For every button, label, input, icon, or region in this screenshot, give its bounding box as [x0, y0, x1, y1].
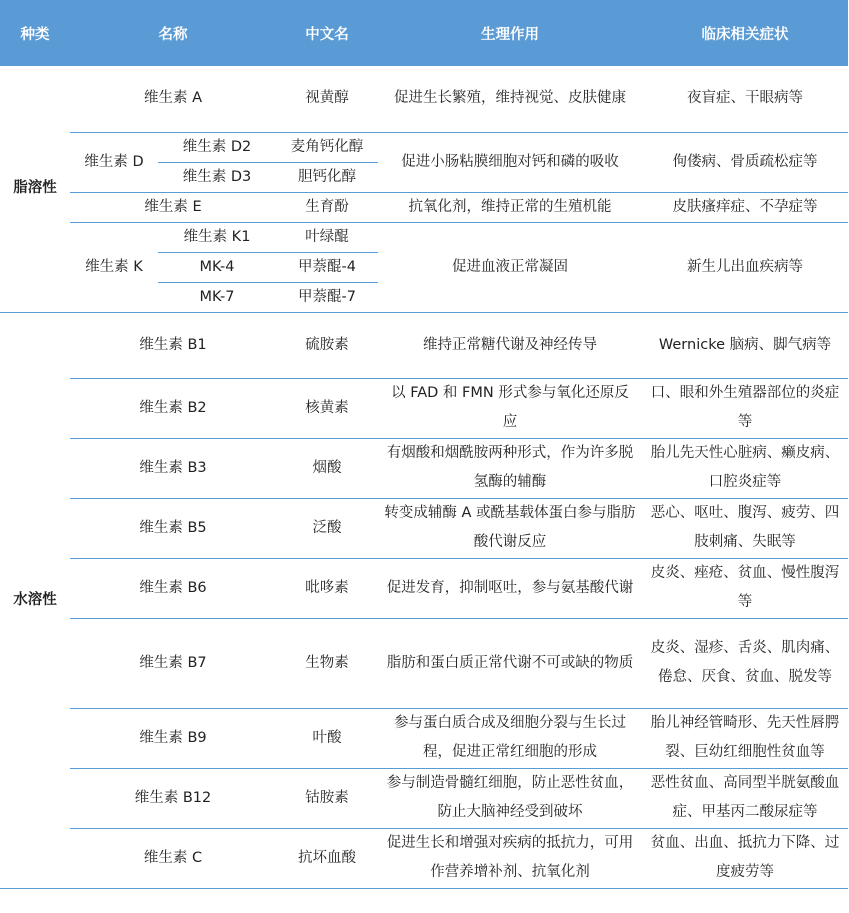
symptom-cell: 佝偻病、骨质疏松症等: [642, 132, 848, 192]
effect-cell: 脂肪和蛋白质正常代谢不可或缺的物质: [378, 618, 642, 708]
symptom-cell: 胎儿神经管畸形、先天性唇腭裂、巨幼红细胞性贫血等: [642, 708, 848, 768]
vitamin-name: 维生素 E: [70, 192, 276, 222]
vitamin-name: 维生素 B7: [70, 618, 276, 708]
category-water-soluble: 水溶性: [0, 312, 70, 888]
effect-cell: 促进发育，抑制呕吐，参与氨基酸代谢: [378, 558, 642, 618]
vitamin-name: 维生素 A: [70, 66, 276, 132]
symptom-cell: 恶性贫血、高同型半胱氨酸血症、甲基丙二酸尿症等: [642, 768, 848, 828]
header-symptom: 临床相关症状: [642, 0, 848, 66]
header-chinese-name: 中文名: [276, 0, 378, 66]
chinese-name: 硫胺素: [276, 312, 378, 378]
effect-cell: 促进血液正常凝固: [378, 222, 642, 312]
sub-vitamin-name: MK-4: [158, 252, 276, 282]
chinese-name: 叶绿醌: [276, 222, 378, 252]
effect-cell: 以 FAD 和 FMN 形式参与氧化还原反应: [378, 378, 642, 438]
table-row: [0, 438, 848, 498]
sub-vitamin-name: 维生素 D2: [158, 132, 276, 162]
header-name: 名称: [70, 0, 276, 66]
symptom-cell: 皮炎、湿疹、舌炎、肌肉痛、倦怠、厌食、贫血、脱发等: [642, 618, 848, 708]
effect-cell: 促进生长和增强对疾病的抵抗力，可用作营养增补剂、抗氧化剂: [378, 828, 642, 888]
chinese-name: 生物素: [276, 618, 378, 708]
sub-vitamin-name: 维生素 K1: [158, 222, 276, 252]
table-row: [0, 378, 848, 438]
table-row: [0, 66, 848, 132]
chinese-name: 麦角钙化醇: [276, 132, 378, 162]
effect-cell: 参与蛋白质合成及细胞分裂与生长过程，促进正常红细胞的形成: [378, 708, 642, 768]
table-row: [0, 192, 848, 222]
effect-cell: 促进小肠粘膜细胞对钙和磷的吸收: [378, 132, 642, 192]
table-row: [0, 222, 848, 252]
vitamin-name: 维生素 B3: [70, 438, 276, 498]
chinese-name: 甲萘醌-7: [276, 282, 378, 312]
vitamin-name: 维生素 D: [70, 132, 158, 192]
symptom-cell: 贫血、出血、抵抗力下降、过度疲劳等: [642, 828, 848, 888]
symptom-cell: 恶心、呕吐、腹泻、疲劳、四肢刺痛、失眠等: [642, 498, 848, 558]
table-row: [0, 558, 848, 618]
sub-vitamin-name: MK-7: [158, 282, 276, 312]
vitamin-name: 维生素 B12: [70, 768, 276, 828]
chinese-name: 生育酚: [276, 192, 378, 222]
effect-cell: 维持正常糖代谢及神经传导: [378, 312, 642, 378]
header-category: 种类: [0, 0, 70, 66]
chinese-name: 抗坏血酸: [276, 828, 378, 888]
symptom-cell: 新生儿出血疾病等: [642, 222, 848, 312]
effect-cell: 促进生长繁殖，维持视觉、皮肤健康: [378, 66, 642, 132]
effect-cell: 有烟酸和烟酰胺两种形式，作为许多脱氢酶的辅酶: [378, 438, 642, 498]
symptom-cell: 口、眼和外生殖器部位的炎症等: [642, 378, 848, 438]
vitamin-name: 维生素 C: [70, 828, 276, 888]
table-row: [0, 828, 848, 888]
chinese-name: 烟酸: [276, 438, 378, 498]
table-row: [0, 132, 848, 162]
vitamin-name: 维生素 B6: [70, 558, 276, 618]
header-row: [0, 0, 848, 66]
vitamin-name: 维生素 B5: [70, 498, 276, 558]
table-row: [0, 498, 848, 558]
vitamin-name: 维生素 K: [70, 222, 158, 312]
table-row: [0, 768, 848, 828]
vitamin-name: 维生素 B9: [70, 708, 276, 768]
chinese-name: 胆钙化醇: [276, 162, 378, 192]
symptom-cell: 胎儿先天性心脏病、癞皮病、口腔炎症等: [642, 438, 848, 498]
chinese-name: 吡哆素: [276, 558, 378, 618]
category-fat-soluble: 脂溶性: [0, 66, 70, 312]
vitamin-name: 维生素 B1: [70, 312, 276, 378]
chinese-name: 视黄醇: [276, 66, 378, 132]
effect-cell: 抗氧化剂，维持正常的生殖机能: [378, 192, 642, 222]
table-row: [0, 618, 848, 708]
symptom-cell: 皮炎、痤疮、贫血、慢性腹泻等: [642, 558, 848, 618]
symptom-cell: 夜盲症、干眼病等: [642, 66, 848, 132]
table-row: [0, 708, 848, 768]
table-row: [0, 312, 848, 378]
effect-cell: 参与制造骨髓红细胞，防止恶性贫血，防止大脑神经受到破坏: [378, 768, 642, 828]
symptom-cell: 皮肤瘙痒症、不孕症等: [642, 192, 848, 222]
symptom-cell: Wernicke 脑病、脚气病等: [642, 312, 848, 378]
chinese-name: 核黄素: [276, 378, 378, 438]
chinese-name: 钴胺素: [276, 768, 378, 828]
chinese-name: 甲萘醌-4: [276, 252, 378, 282]
vitamin-name: 维生素 B2: [70, 378, 276, 438]
effect-cell: 转变成辅酶 A 或酰基载体蛋白参与脂肪酸代谢反应: [378, 498, 642, 558]
chinese-name: 泛酸: [276, 498, 378, 558]
header-effect: 生理作用: [378, 0, 642, 66]
chinese-name: 叶酸: [276, 708, 378, 768]
sub-vitamin-name: 维生素 D3: [158, 162, 276, 192]
